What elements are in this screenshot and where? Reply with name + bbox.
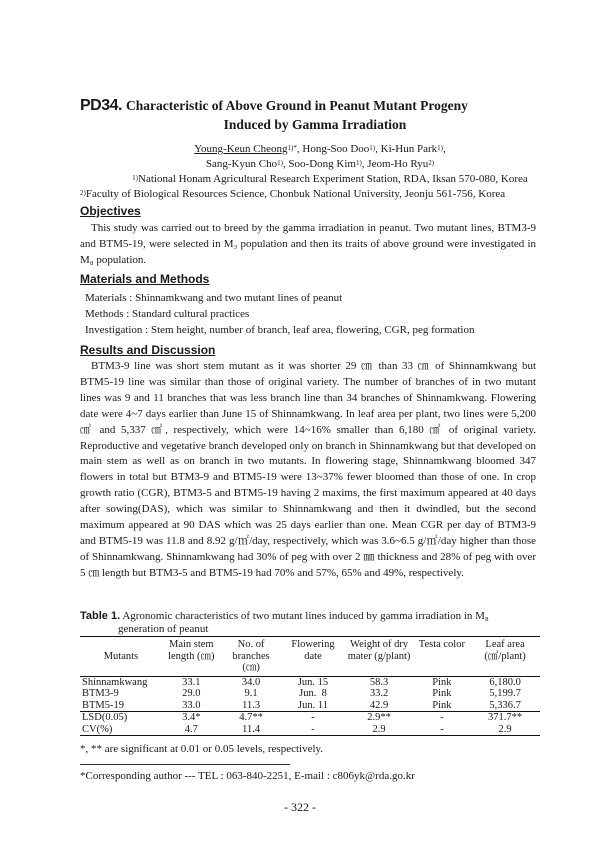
table-cell: - (281, 724, 344, 736)
title-line-2: Induced by Gamma Irradiation (223, 117, 407, 132)
affiliation-sup: 1) (132, 174, 139, 182)
affiliation-text: Faculty of Biological Resources Science, Chonbuk National University, Jeonju 561-756, Korea (85, 188, 506, 200)
col-header: Weight of dry mater (g/plant) (345, 637, 414, 677)
objectives-heading: Objectives (80, 204, 141, 218)
table-cell: - (414, 724, 471, 736)
table-cell: CV(%) (80, 724, 162, 736)
table-cell: Jun. 15 (297, 676, 329, 688)
table-cell: 29.0 (182, 688, 201, 699)
table-cell: 9.1 (244, 688, 258, 699)
table-row (80, 724, 540, 736)
table-cell: 11.4 (221, 724, 282, 736)
table-row (80, 688, 540, 700)
col-header: Leaf area (㎠/plant) (470, 637, 540, 677)
author-name: Young-Keun Cheong (194, 143, 288, 155)
table-cell: 42.9 (369, 699, 389, 711)
table-cell: LSD(0.05) (80, 712, 162, 724)
affiliation-sup: 2) (80, 189, 86, 197)
col-header: No. of branches (㎝) (221, 637, 282, 677)
table-row (80, 712, 540, 724)
objectives-text (80, 220, 536, 268)
table-cell: 4.7 (162, 724, 221, 736)
methods-heading: Materials and Methods (80, 272, 210, 286)
table-cell: Jun. 11 (298, 699, 328, 711)
author-name: Soo-Dong Kim (288, 158, 356, 170)
author-name: Ki-Hun Park (380, 143, 438, 155)
results-heading: Results and Discussion (80, 343, 216, 357)
table-cell: - (281, 712, 344, 724)
table-cell: 34.0 (241, 676, 261, 688)
author-sup: 1) (369, 144, 376, 152)
affiliation-1 (80, 172, 580, 187)
table-row (80, 676, 540, 688)
author-sup: 1)* (287, 144, 297, 152)
results-text (80, 359, 536, 582)
table-note: *, ** are significant at 0.01 or 0.05 levels, respectively. (80, 743, 324, 755)
author-name: Sang-Kyun Cho (205, 158, 278, 170)
author-name: Jeom-Ho Ryu (367, 158, 429, 170)
paper-title (80, 97, 550, 133)
paper-code: PD34. (80, 97, 122, 114)
table-cell: Pink (432, 688, 452, 699)
table-cell: 2.9** (345, 712, 414, 724)
table-cell: Jun. 8 (299, 688, 327, 699)
table-label: Table 1. (80, 610, 121, 622)
table-cell: 33.2 (369, 688, 389, 699)
affiliation-2 (80, 187, 580, 202)
objectives-paragraph: This study was carried out to breed by the gamma irradiation in peanut. Two mutant lines, BTM3-9 and BTM5-19, were selected in M₃ population and then its traits of above ground were investigated in M₈ population. (80, 222, 536, 266)
table-cell: Shinnamkwang (82, 676, 148, 688)
table-cell: - (414, 712, 471, 724)
table-cell: Pink (432, 676, 452, 688)
page-number: - 322 - (284, 800, 316, 814)
table-caption-text: Agronomic characteristics of two mutant lines induced by gamma irradiation in M₈ (122, 610, 489, 622)
title-line-1: Characteristic of Above Ground in Peanut Mutant Progeny (125, 98, 468, 113)
table-caption (80, 610, 540, 636)
table-cell: 371.7** (470, 712, 540, 724)
table-row (80, 700, 540, 712)
table-cell: 3.4* (162, 712, 221, 724)
table-cell: 58.3 (369, 676, 389, 688)
col-header: Testa color (414, 637, 471, 677)
table-cell: 2.9 (345, 724, 414, 736)
col-header: Flowering date (281, 637, 344, 677)
author-sup: 1) (437, 144, 444, 152)
results-paragraph: BTM3-9 line was short stem mutant as it was shorter 29 ㎝ than 33 ㎝ of Shinnamkwang but BTM5-19 line was similar than those of original variety. The number of branches of in two mutant lines was 9 and 11 branches that was less branch line than 34 branches of Shinnamkwang. Flowering date were 4~7 days earlier than June 15 of Shinnamkwang. In leaf area per plant, two lines were 5,200 ㎠ and 5,337 ㎠, respectively, which were 14~16% smaller than 6,180 ㎠ of original variety. Reproductive and vegetative branch developed only on branch in Shinnamkwang but that developed on main stem as well as on branch in two mutants. In flowering stage, Shinnamkwang bloomed 347 flowers in total but BTM3-9 and BTM5-19 were 13~37% fewer bloomed than those of one. In crop growth ratio (CGR), BTM3-5 and BTM5-19 having 2 maxims, the first maximum appeared at 40 days after sowing(DAS), which was similar to Shinnamkwang and then it dwindled, but the second maximum appeared at 90 DAS which was 25 days earlier than one. Mean CGR per day of BTM3-9 and BTM5-19 was 11.8 and 8.92 g/㎡/day, respectively, which was 3.6~6.5 g/㎡/day higher than those of Shinnamkwang. Shinnamkwang had 30% of peg with over 2 ㎜ thickness and 28% of peg with over 5 ㎝ length but BTM3-5 and BTM5-19 had 70% and 57%, 65% and 49%, respectively. (80, 360, 536, 579)
table-cell: Pink (432, 699, 452, 711)
author-list: Young-Keun Cheong$^{1)*}$, Hong-Soo Doo$^{1)}$, Ki-Hun Park$^{1)}$, Sang-Kyun Cho$^{1)}$, Soo-Dong Kim$^{1)}$, Jeom-Ho Ryu$^{2)}$ (194, 143, 446, 170)
table-cell: 6,180.0 (489, 676, 521, 688)
table-cell: 11.3 (242, 699, 261, 711)
author-sup: 2) (428, 159, 435, 167)
table-cell: BTM3-9 (82, 688, 119, 699)
table-cell: 5,336.7 (489, 699, 521, 711)
corresponding-author: *Corresponding author --- TEL : 063-840-2251, E-mail : c806yk@rda.go.kr (80, 770, 415, 782)
characteristics-table (80, 636, 540, 736)
table-caption-text-2: generation of peanut (118, 623, 209, 635)
table-cell: 33.0 (182, 699, 201, 711)
table-cell: 2.9 (470, 724, 540, 736)
table-cell: 4.7** (221, 712, 282, 724)
table-cell: 33.1 (182, 676, 201, 688)
author-name: Hong-Soo Doo (302, 143, 370, 155)
table-cell: BTM5-19 (82, 699, 124, 711)
table-cell: 5,199.7 (489, 688, 521, 699)
methods-line: Materials : Shinnamkwang and two mutant lines of peanut (85, 292, 343, 304)
methods-line: Methods : Standard cultural practices (85, 308, 250, 320)
col-header: Mutants (80, 637, 162, 677)
methods-line: Investigation : Stem height, number of branch, leaf area, flowering, CGR, peg formation (85, 324, 475, 336)
footnote-divider (80, 764, 290, 765)
author-sup: 1) (277, 159, 283, 167)
affiliation-text: National Honam Agricultural Research Experiment Station, RDA, Iksan 570-080, Korea (138, 173, 528, 185)
col-header: Main stem length (㎝) (162, 637, 221, 677)
author-sup: 1) (355, 159, 362, 167)
